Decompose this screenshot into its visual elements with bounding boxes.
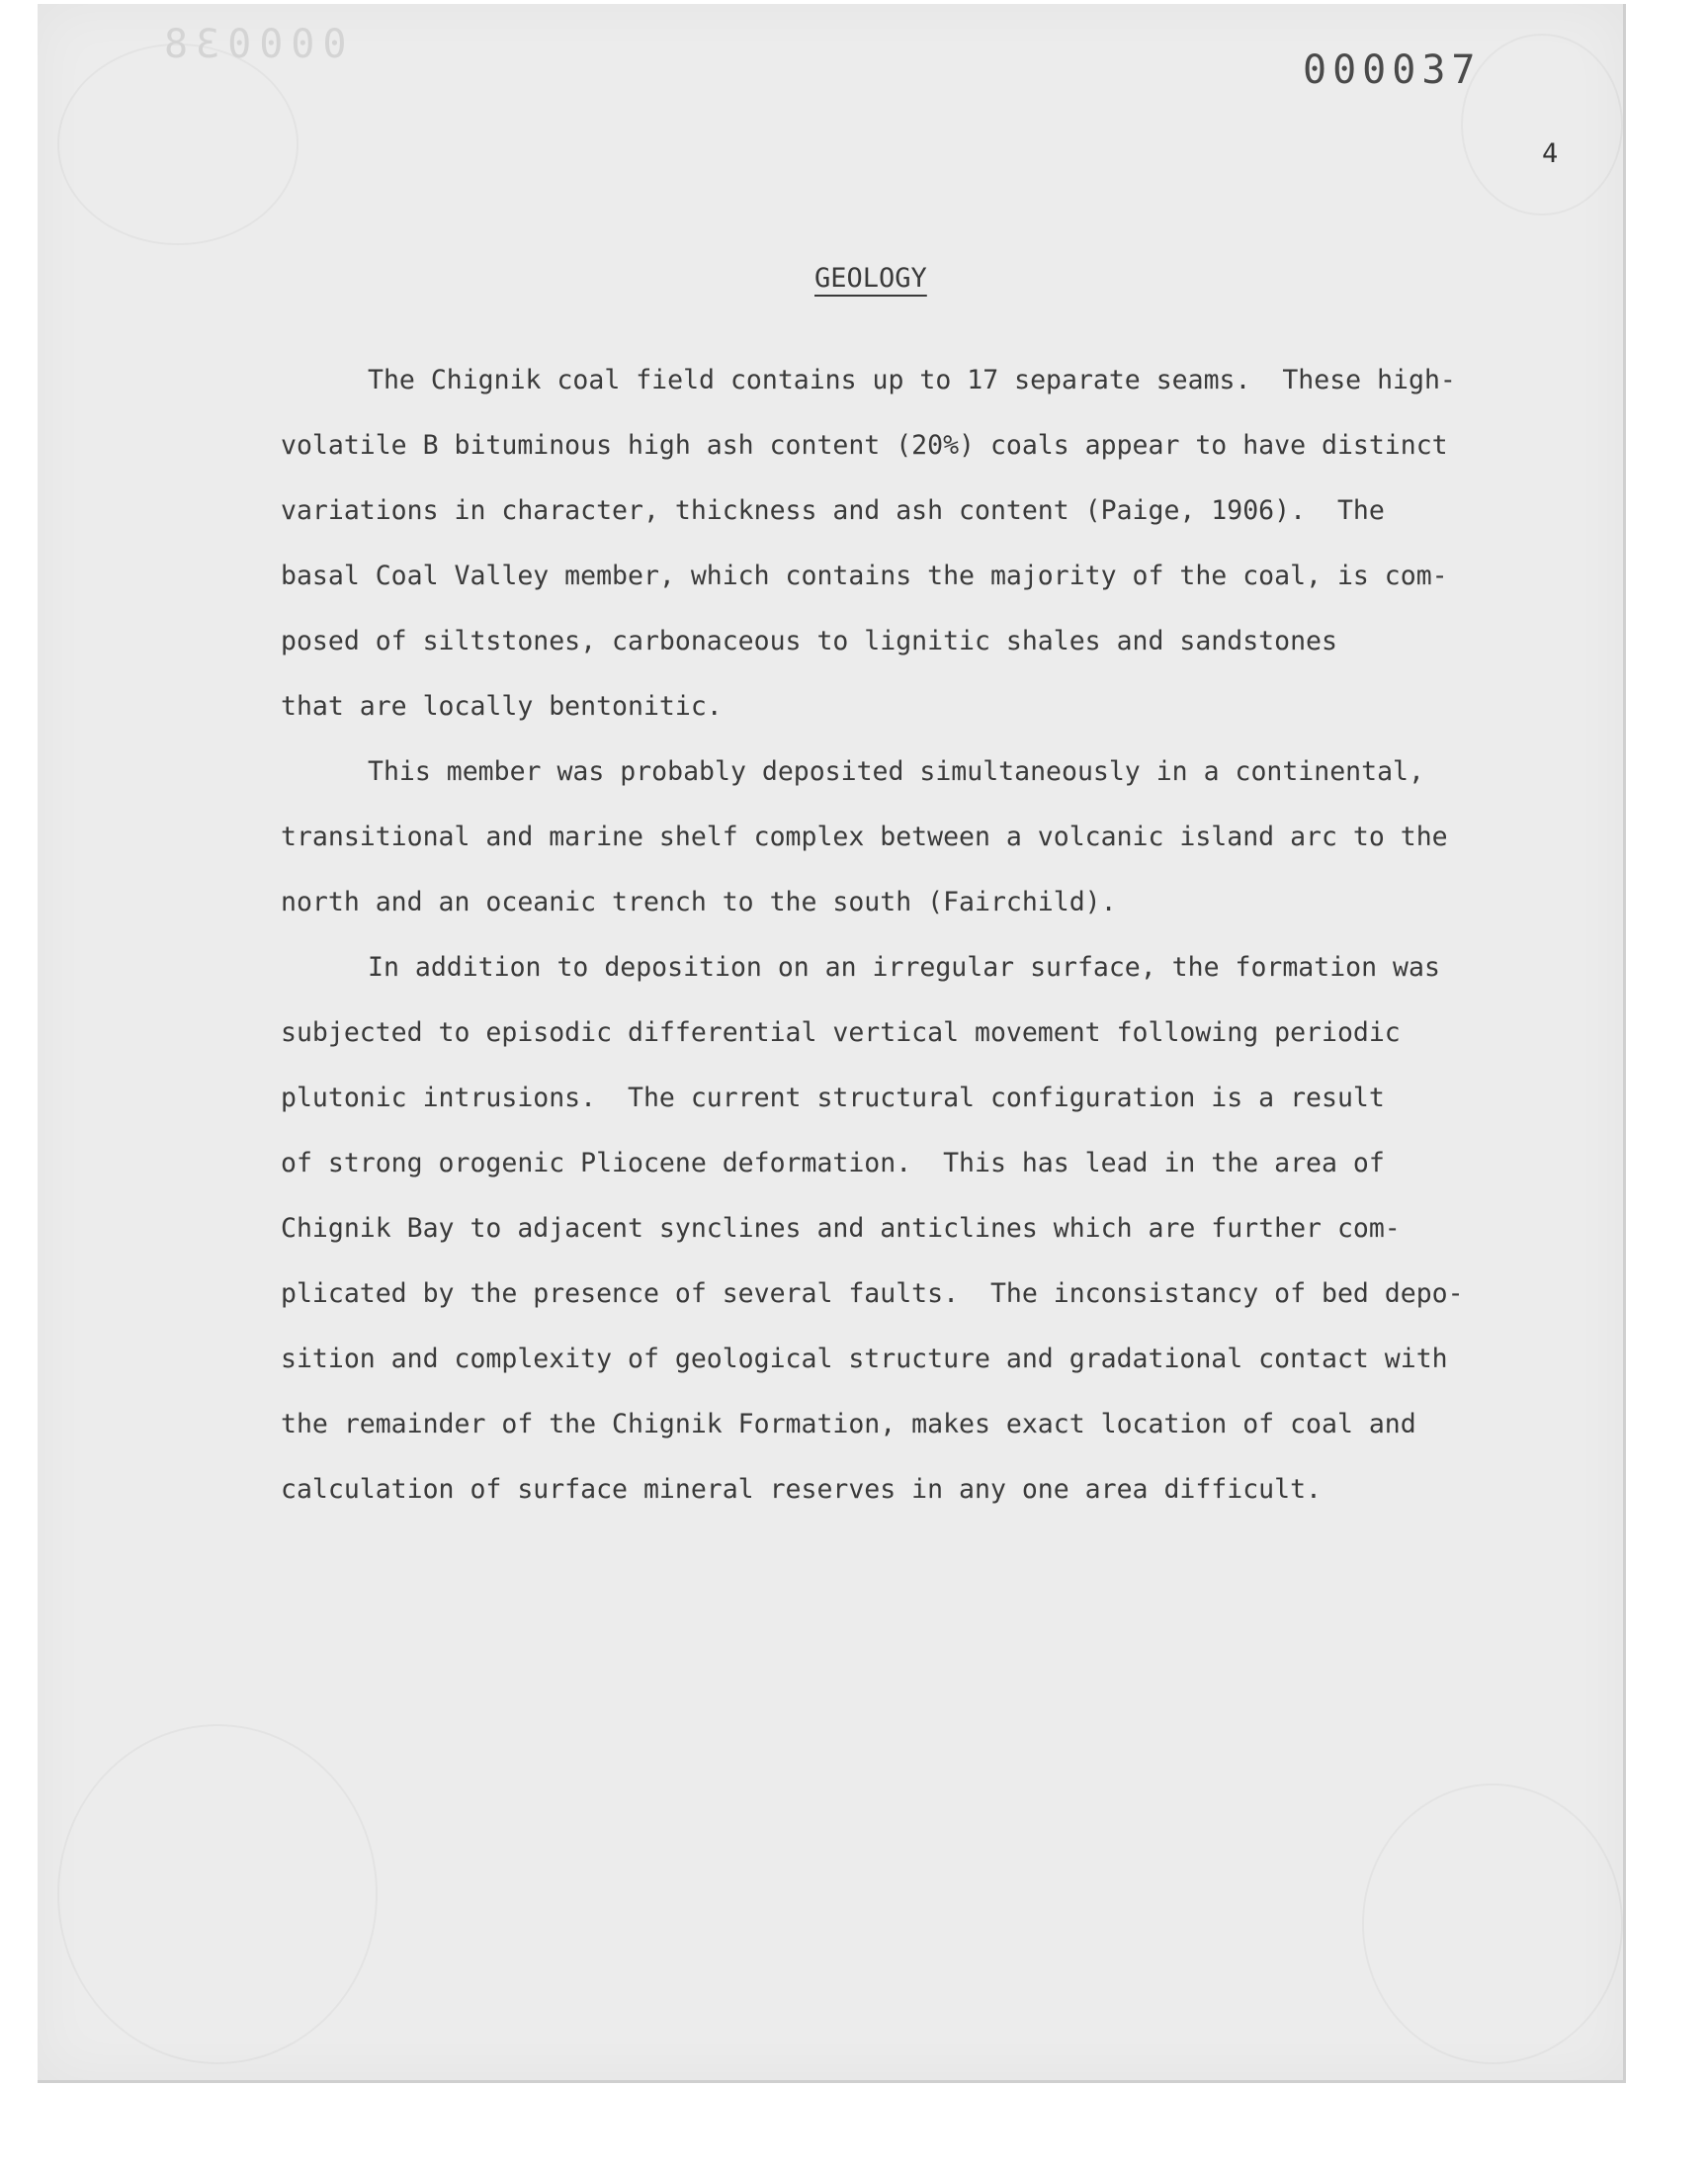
text-line: posed of siltstones, carbonaceous to lignitic shales and sandstones <box>281 626 1337 656</box>
text-line: basal Coal Valley member, which contains the majority of the coal, is com- <box>281 561 1448 591</box>
paragraph-coal-field <box>281 348 1526 740</box>
text-line: north and an oceanic trench to the south (Fairchild). <box>281 887 1117 917</box>
text-line: variations in character, thickness and ash content (Paige, 1906). The <box>281 495 1385 526</box>
text-line: plutonic intrusions. The current structural configuration is a result <box>281 1083 1385 1113</box>
text-line: the remainder of the Chignik Formation, makes exact location of coal and <box>281 1409 1416 1439</box>
text-line: This member was probably deposited simultaneously in a continental, <box>368 756 1424 787</box>
page-number: 4 <box>1542 138 1559 169</box>
text-line: Chignik Bay to adjacent synclines and anticlines which are further com- <box>281 1213 1401 1244</box>
text-line: of strong orogenic Pliocene deformation. This has lead in the area of <box>281 1148 1385 1178</box>
text-line: The Chignik coal field contains up to 17 separate seams. These high- <box>368 365 1456 395</box>
bleed-through-seal-bottom-left <box>57 1724 378 2064</box>
document-number-stamp: 000037 <box>1303 47 1482 93</box>
paragraph-structure <box>281 935 1526 1522</box>
text-line: transitional and marine shelf complex between a volcanic island arc to the <box>281 822 1448 852</box>
text-line: subjected to episodic differential vertical movement following periodic <box>281 1017 1401 1048</box>
text-line: plicated by the presence of several faults. The inconsistancy of bed depo- <box>281 1278 1464 1309</box>
section-heading: GEOLOGY <box>814 263 927 294</box>
text-line: that are locally bentonitic. <box>281 691 723 722</box>
paragraph-deposition <box>281 740 1526 935</box>
bleed-through-seal-bottom-right <box>1362 1784 1623 2064</box>
text-line: volatile B bituminous high ash content (20%) coals appear to have distinct <box>281 430 1448 461</box>
bleed-through-seal-top-left <box>57 44 299 245</box>
bleed-through-document-number: 000038 <box>156 22 347 67</box>
bleed-through-seal-top-right <box>1461 34 1623 216</box>
text-line: In addition to deposition on an irregular surface, the formation was <box>368 952 1440 983</box>
text-line: sition and complexity of geological structure and gradational contact with <box>281 1344 1448 1374</box>
text-line: calculation of surface mineral reserves in any one area difficult. <box>281 1474 1322 1505</box>
document-body <box>281 348 1526 1522</box>
